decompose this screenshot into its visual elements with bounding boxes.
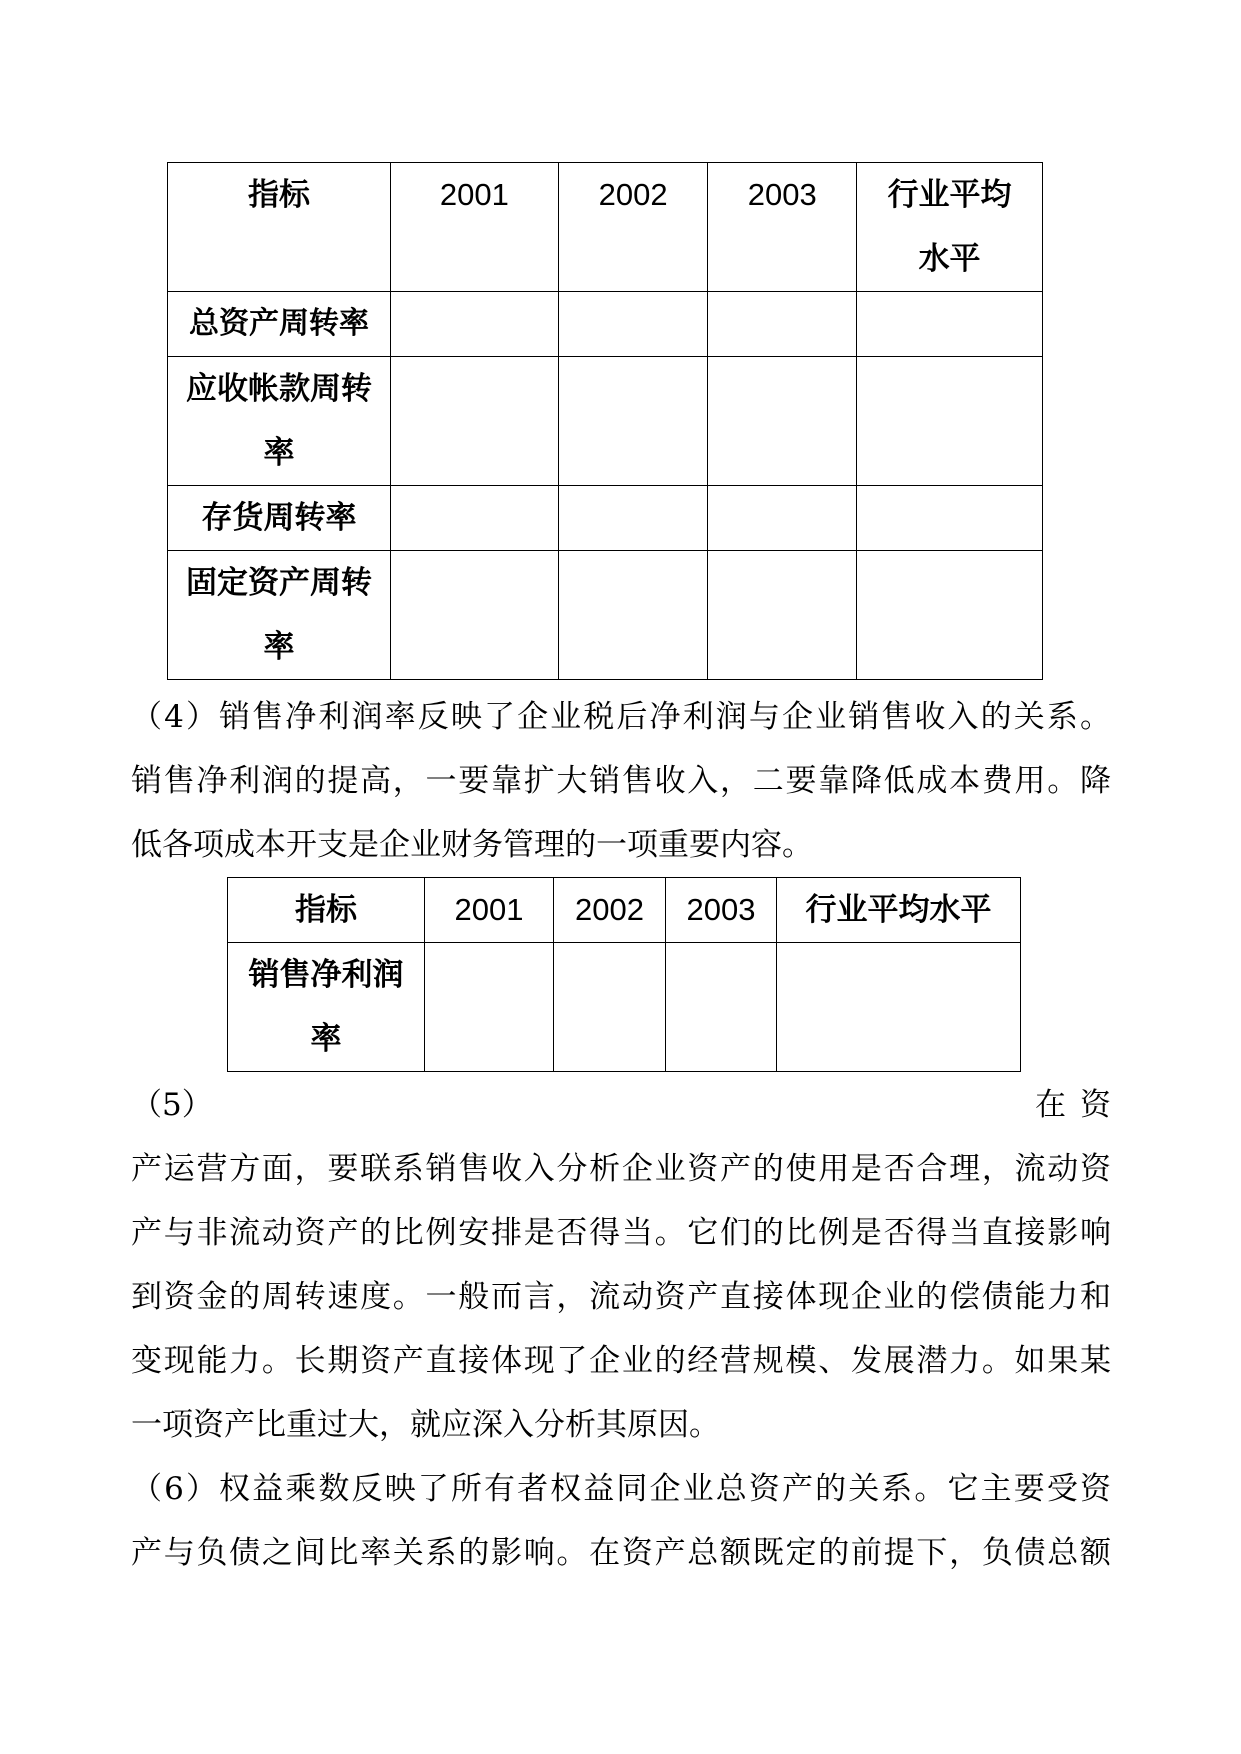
paragraph-line: （4）销售净利润率反映了企业税后净利润与企业销售收入的关系。 xyxy=(131,699,1111,735)
table-cell xyxy=(777,943,1021,1072)
table-cell xyxy=(425,943,554,1072)
paragraph-line: 一项资产比重过大，就应深入分析其原因。 xyxy=(131,1407,720,1443)
paragraph-line: 产运营方面，要联系销售收入分析企业资产的使用是否合理，流动资 xyxy=(131,1151,1111,1187)
row-label-fixed-asset-turnover: 固定资产周转率 xyxy=(168,551,391,680)
header-year-2001: 2001 xyxy=(391,163,559,292)
paragraph-6 xyxy=(131,1457,1111,1585)
paragraph-line: 销售净利润的提高，一要靠扩大销售收入，二要靠降低成本费用。降 xyxy=(131,763,1111,799)
paragraph-5 xyxy=(131,1137,1111,1457)
net-profit-margin-table xyxy=(227,877,1021,1072)
paragraph-5-first-line xyxy=(131,1073,1125,1137)
table-cell xyxy=(554,943,666,1072)
table-cell xyxy=(391,357,559,486)
header-year-2002: 2002 xyxy=(558,163,708,292)
header-indicator: 指标 xyxy=(228,878,425,943)
paragraph-4 xyxy=(131,685,1111,877)
paragraph-line: （6）权益乘数反映了所有者权益同企业总资产的关系。它主要受资 xyxy=(131,1471,1111,1507)
paragraph-line: 变现能力。长期资产直接体现了企业的经营规模、发展潜力。如果某 xyxy=(131,1343,1111,1379)
row-label-receivables-turnover: 应收帐款周转率 xyxy=(168,357,391,486)
turnover-ratio-table xyxy=(167,162,1043,680)
table-row xyxy=(228,943,1021,1072)
paragraph-line: 到资金的周转速度。一般而言，流动资产直接体现企业的偿债能力和 xyxy=(131,1279,1111,1315)
paragraph-line: 低各项成本开支是企业财务管理的一项重要内容。 xyxy=(131,827,813,863)
table-header-row xyxy=(168,163,1043,292)
paragraph-line-tail: 在资 xyxy=(1035,1087,1125,1123)
table-cell xyxy=(391,292,559,357)
header-industry-average: 行业平均水平 xyxy=(857,163,1043,292)
table-cell xyxy=(558,357,708,486)
table-row xyxy=(168,551,1043,680)
table-cell xyxy=(708,486,857,551)
table-cell xyxy=(857,486,1043,551)
paragraph-number: （5） xyxy=(131,1087,213,1123)
table-cell xyxy=(857,551,1043,680)
row-label-inventory-turnover: 存货周转率 xyxy=(168,486,391,551)
table-cell xyxy=(558,292,708,357)
row-label-net-profit-margin: 销售净利润率 xyxy=(228,943,425,1072)
table-cell xyxy=(558,486,708,551)
paragraph-line: 产与负债之间比率关系的影响。在资产总额既定的前提下，负债总额 xyxy=(131,1535,1111,1571)
row-label-total-asset-turnover: 总资产周转率 xyxy=(168,292,391,357)
table-row xyxy=(168,486,1043,551)
header-industry-average: 行业平均水平 xyxy=(777,878,1021,943)
table-cell xyxy=(708,357,857,486)
table-cell xyxy=(391,486,559,551)
table-row xyxy=(168,357,1043,486)
table-cell xyxy=(666,943,777,1072)
header-year-2003: 2003 xyxy=(666,878,777,943)
table-row xyxy=(168,292,1043,357)
header-year-2001: 2001 xyxy=(425,878,554,943)
paragraph-line: 产与非流动资产的比例安排是否得当。它们的比例是否得当直接影响 xyxy=(131,1215,1111,1251)
table-cell xyxy=(857,357,1043,486)
table-cell xyxy=(558,551,708,680)
table-cell xyxy=(857,292,1043,357)
header-indicator: 指标 xyxy=(168,163,391,292)
table-cell xyxy=(708,292,857,357)
table-cell xyxy=(391,551,559,680)
table-cell xyxy=(708,551,857,680)
table-header-row xyxy=(228,878,1021,943)
header-year-2003: 2003 xyxy=(708,163,857,292)
header-year-2002: 2002 xyxy=(554,878,666,943)
